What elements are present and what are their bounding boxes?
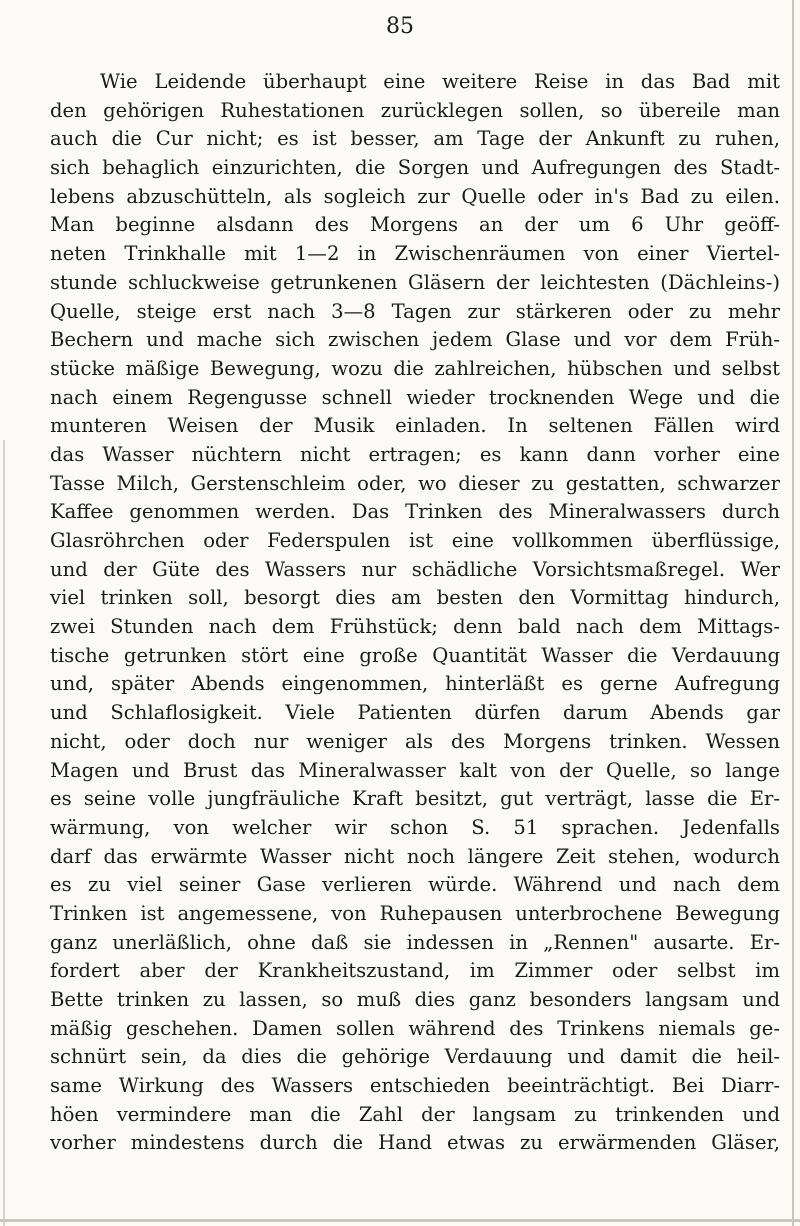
text-line: zwei Stunden nach dem Frühstück; denn bald nach dem Mittags- [50, 615, 780, 639]
text-line: schnürt sein, da dies die gehörige Verdauung und damit die heil- [50, 1045, 780, 1069]
text-line: es zu viel seiner Gase verlieren würde. Während und nach dem [50, 873, 780, 897]
text-line: Man beginne alsdann des Morgens an der um 6 Uhr geöff- [50, 213, 780, 237]
text-line: munteren Weisen der Musik einladen. In seltenen Fällen wird [50, 414, 780, 438]
text-line: Bechern und mache sich zwischen jedem Glase und vor dem Früh- [50, 328, 780, 352]
text-line: Kaffee genommen werden. Das Trinken des Mineralwassers durch [50, 500, 780, 524]
text-line: darf das erwärmte Wasser nicht noch längere Zeit stehen, wodurch [50, 844, 780, 868]
page-number: 85 [386, 14, 414, 39]
text-line: es seine volle jungfräuliche Kraft besitzt, gut verträgt, lasse die Er- [50, 787, 780, 811]
text-line: viel trinken soll, besorgt dies am besten den Vormittag hindurch, [50, 586, 780, 610]
text-line: Trinken ist angemessene, von Ruhepausen unterbrochene Bewegung [50, 901, 780, 925]
text-line: lebens abzuschütteln, als sogleich zur Quelle oder in's Bad zu eilen. [50, 184, 780, 208]
text-line: höen verminderе man die Zahl der langsam zu trinkenden und [50, 1102, 780, 1126]
text-line: und der Güte des Wassers nur schädliche Vorsichtsmaßregel. Wer [50, 557, 780, 581]
text-line: same Wirkung des Wassers entschieden beeinträchtigt. Bei Diarr- [50, 1074, 780, 1098]
text-line: sich behaglich einzurichten, die Sorgen und Aufregungen des Stadt- [50, 156, 780, 180]
text-line: mäßig geschehen. Damen sollen während des Trinkens niemals ge- [50, 1016, 780, 1040]
text-line: tische getrunken stört eine große Quantität Wasser die Verdauung [50, 643, 780, 667]
text-line: Glasröhrchen oder Federspulen ist eine vollkommen überflüssige, [50, 529, 780, 552]
text-line: und, später Abends eingenommen, hinterläßt es gerne Aufregung [50, 672, 780, 696]
page-edge-left [3, 440, 5, 1226]
text-line: und Schlaflosigkeit. Viele Patienten dürfen darum Abends gar [50, 701, 780, 725]
text-line: ganz unerläßlich, ohne daß sie indessen in „Rennen" ausarte. Er- [50, 930, 780, 954]
text-line: auch die Cur nicht; es ist besser, am Tage der Ankunft zu ruhen, [50, 127, 780, 151]
text-line: vorher mindestens durch die Hand etwas zu erwärmenden Gläser, [50, 1131, 780, 1155]
text-line: neten Trinkhalle mit 1—2 in Zwischenräumen von einer Viertel- [50, 242, 780, 266]
text-line: Quelle, steige erst nach 3—8 Tagen zur stärkeren oder zu mehr [50, 299, 780, 323]
text-line: Tasse Milch, Gerstenschleim oder, wo dieser zu gestatten, schwarzer [50, 471, 780, 495]
text-line: den gehörigen Ruhestationen zurücklegen sollen, so übereile man [50, 98, 780, 122]
text-line: Magen und Brust das Mineralwasser kalt von der Quelle, so lange [50, 758, 780, 782]
text-line: Wie Leidende überhaupt eine weitere Reise in das Bad mit [100, 70, 780, 93]
text-line: Bette trinken zu lassen, so muß dies ganz besonders langsam und [50, 988, 780, 1011]
text-line: fordert aber der Krankheitszustand, im Zimmer oder selbst im [50, 959, 780, 983]
text-line: das Wasser nüchtern nicht ertragen; es kann dann vorher eine [50, 442, 780, 466]
page-edge-right [792, 0, 794, 1226]
text-line: nach einem Regengusse schnell wieder trocknenden Wege und die [50, 385, 780, 409]
text-line: wärmung, von welcher wir schon S. 51 sprachen. Jedenfalls [50, 815, 780, 839]
text-line: nicht, oder doch nur weniger als des Morgens trinken. Wessen [50, 729, 780, 753]
body-text [50, 68, 780, 1158]
page-edge-bottom [0, 1219, 800, 1222]
text-line: stunde schluckweise getrunkenen Gläsern der leichtesten (Dächleins-) [50, 270, 780, 294]
text-line: stücke mäßige Bewegung, wozu die zahlreichen, hübschen und selbst [50, 356, 780, 380]
